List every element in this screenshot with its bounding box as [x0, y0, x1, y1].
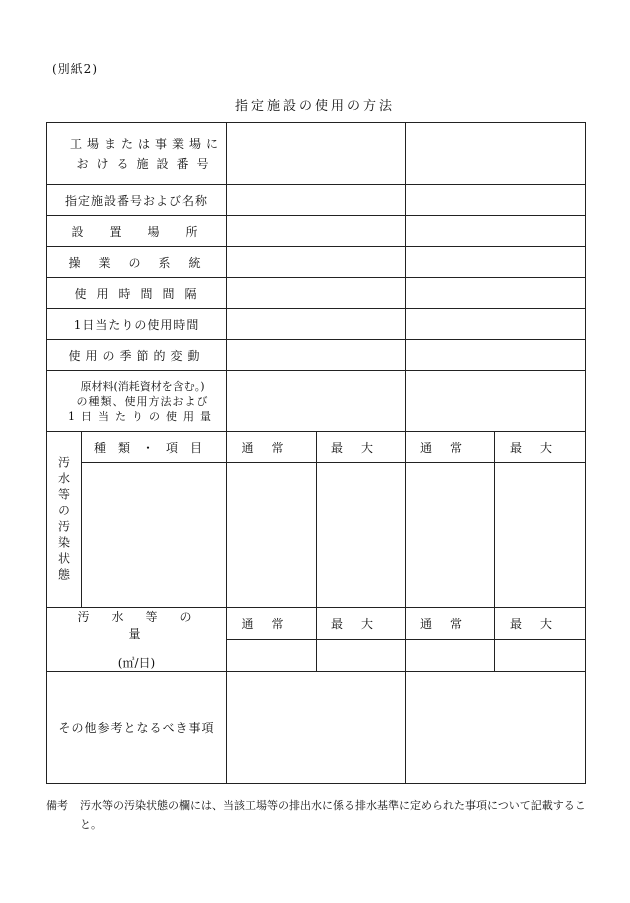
- label-wastewater-amount-text: 汚水等の量: [77, 610, 214, 641]
- input-cell-pollution-item[interactable]: [82, 463, 227, 608]
- input-cell-seasonal-variation-2[interactable]: [406, 340, 586, 371]
- input-cell-raw-materials-2[interactable]: [406, 371, 586, 432]
- header-pollution-item: 種類・項目: [82, 432, 227, 463]
- input-cell-seasonal-variation-1[interactable]: [227, 340, 406, 371]
- remarks-label: 備考: [46, 799, 68, 812]
- input-cell-other-matters-1[interactable]: [227, 672, 406, 784]
- input-cell-installation-place-2[interactable]: [406, 216, 586, 247]
- input-cell-qty-max-1[interactable]: [317, 640, 406, 672]
- row-daily-hours: [47, 309, 586, 340]
- input-cell-pollution-normal-1[interactable]: [227, 463, 317, 608]
- input-cell-usage-interval-1[interactable]: [227, 278, 406, 309]
- label-pollution-state-text: 汚水等の汚染状態: [56, 455, 71, 584]
- header-qty-max-2: 最大: [495, 608, 586, 640]
- input-cell-other-matters-2[interactable]: [406, 672, 586, 784]
- input-cell-qty-normal-1[interactable]: [227, 640, 317, 672]
- row-designated-number-name: [47, 185, 586, 216]
- label-raw-materials: [47, 371, 227, 432]
- remarks-text-line2: と。: [80, 818, 102, 831]
- remarks-text-line1: 汚水等の汚染状態の欄には、当該工場等の排出水に係る排水基準に定められた事項について記載するこ: [80, 799, 586, 812]
- input-cell-operation-system-1[interactable]: [227, 247, 406, 278]
- usage-method-form: [46, 122, 586, 784]
- remarks-note: [46, 796, 586, 834]
- header-max-1: 最大: [317, 432, 406, 463]
- label-operation-system: 操業の系統: [47, 247, 227, 278]
- label-wastewater-amount: [47, 608, 227, 672]
- row-raw-materials: [47, 371, 586, 432]
- row-seasonal-variation: [47, 340, 586, 371]
- page-title: 指定施設の使用の方法: [234, 99, 395, 114]
- input-cell-usage-interval-2[interactable]: [406, 278, 586, 309]
- label-daily-hours: 1日当たりの使用時間: [47, 309, 227, 340]
- label-other-matters: その他参考となるべき事項: [47, 672, 227, 784]
- label-seasonal-variation: 使用の季節的変動: [47, 340, 227, 371]
- label-facility-number: [47, 123, 227, 185]
- input-cell-installation-place-1[interactable]: [227, 216, 406, 247]
- row-facility-number: [47, 123, 586, 185]
- row-pollution-values: [47, 463, 586, 608]
- label-facility-number-line2: おける施設番号: [76, 156, 217, 171]
- row-operation-system: [47, 247, 586, 278]
- header-qty-normal-1: 通常: [227, 608, 317, 640]
- label-raw-materials-line1: 原材料(消耗資材を含む。): [80, 379, 205, 393]
- input-cell-daily-hours-2[interactable]: [406, 309, 586, 340]
- input-cell-facility-number-2[interactable]: [406, 123, 586, 185]
- label-facility-number-line1: 工場または事業場に: [70, 136, 224, 151]
- label-installation-place: 設置場所: [47, 216, 227, 247]
- input-cell-qty-normal-2[interactable]: [406, 640, 495, 672]
- header-qty-normal-2: 通常: [406, 608, 495, 640]
- input-cell-qty-max-2[interactable]: [495, 640, 586, 672]
- input-cell-raw-materials-1[interactable]: [227, 371, 406, 432]
- header-normal-1: 通常: [227, 432, 317, 463]
- input-cell-pollution-normal-2[interactable]: [406, 463, 495, 608]
- row-other-matters: [47, 672, 586, 784]
- label-raw-materials-line3: 1日当たりの使用量: [68, 409, 217, 423]
- input-cell-designated-number-name-1[interactable]: [227, 185, 406, 216]
- row-installation-place: [47, 216, 586, 247]
- input-cell-pollution-max-2[interactable]: [495, 463, 586, 608]
- header-max-2: 最大: [495, 432, 586, 463]
- annex-label: (別紙2): [52, 62, 98, 76]
- label-usage-interval: 使用時間間隔: [47, 278, 227, 309]
- input-cell-pollution-max-1[interactable]: [317, 463, 406, 608]
- header-qty-max-1: 最大: [317, 608, 406, 640]
- label-raw-materials-line2: の種類、使用方法および: [76, 394, 209, 408]
- input-cell-daily-hours-1[interactable]: [227, 309, 406, 340]
- header-normal-2: 通常: [406, 432, 495, 463]
- row-usage-interval: [47, 278, 586, 309]
- row-pollution-header: [47, 432, 586, 463]
- input-cell-designated-number-name-2[interactable]: [406, 185, 586, 216]
- input-cell-operation-system-2[interactable]: [406, 247, 586, 278]
- label-pollution-state: [47, 432, 82, 608]
- label-designated-number-name: 指定施設番号および名称: [47, 185, 227, 216]
- input-cell-facility-number-1[interactable]: [227, 123, 406, 185]
- label-wastewater-unit: (㎥/日): [117, 656, 156, 670]
- row-wastewater-header: [47, 608, 586, 640]
